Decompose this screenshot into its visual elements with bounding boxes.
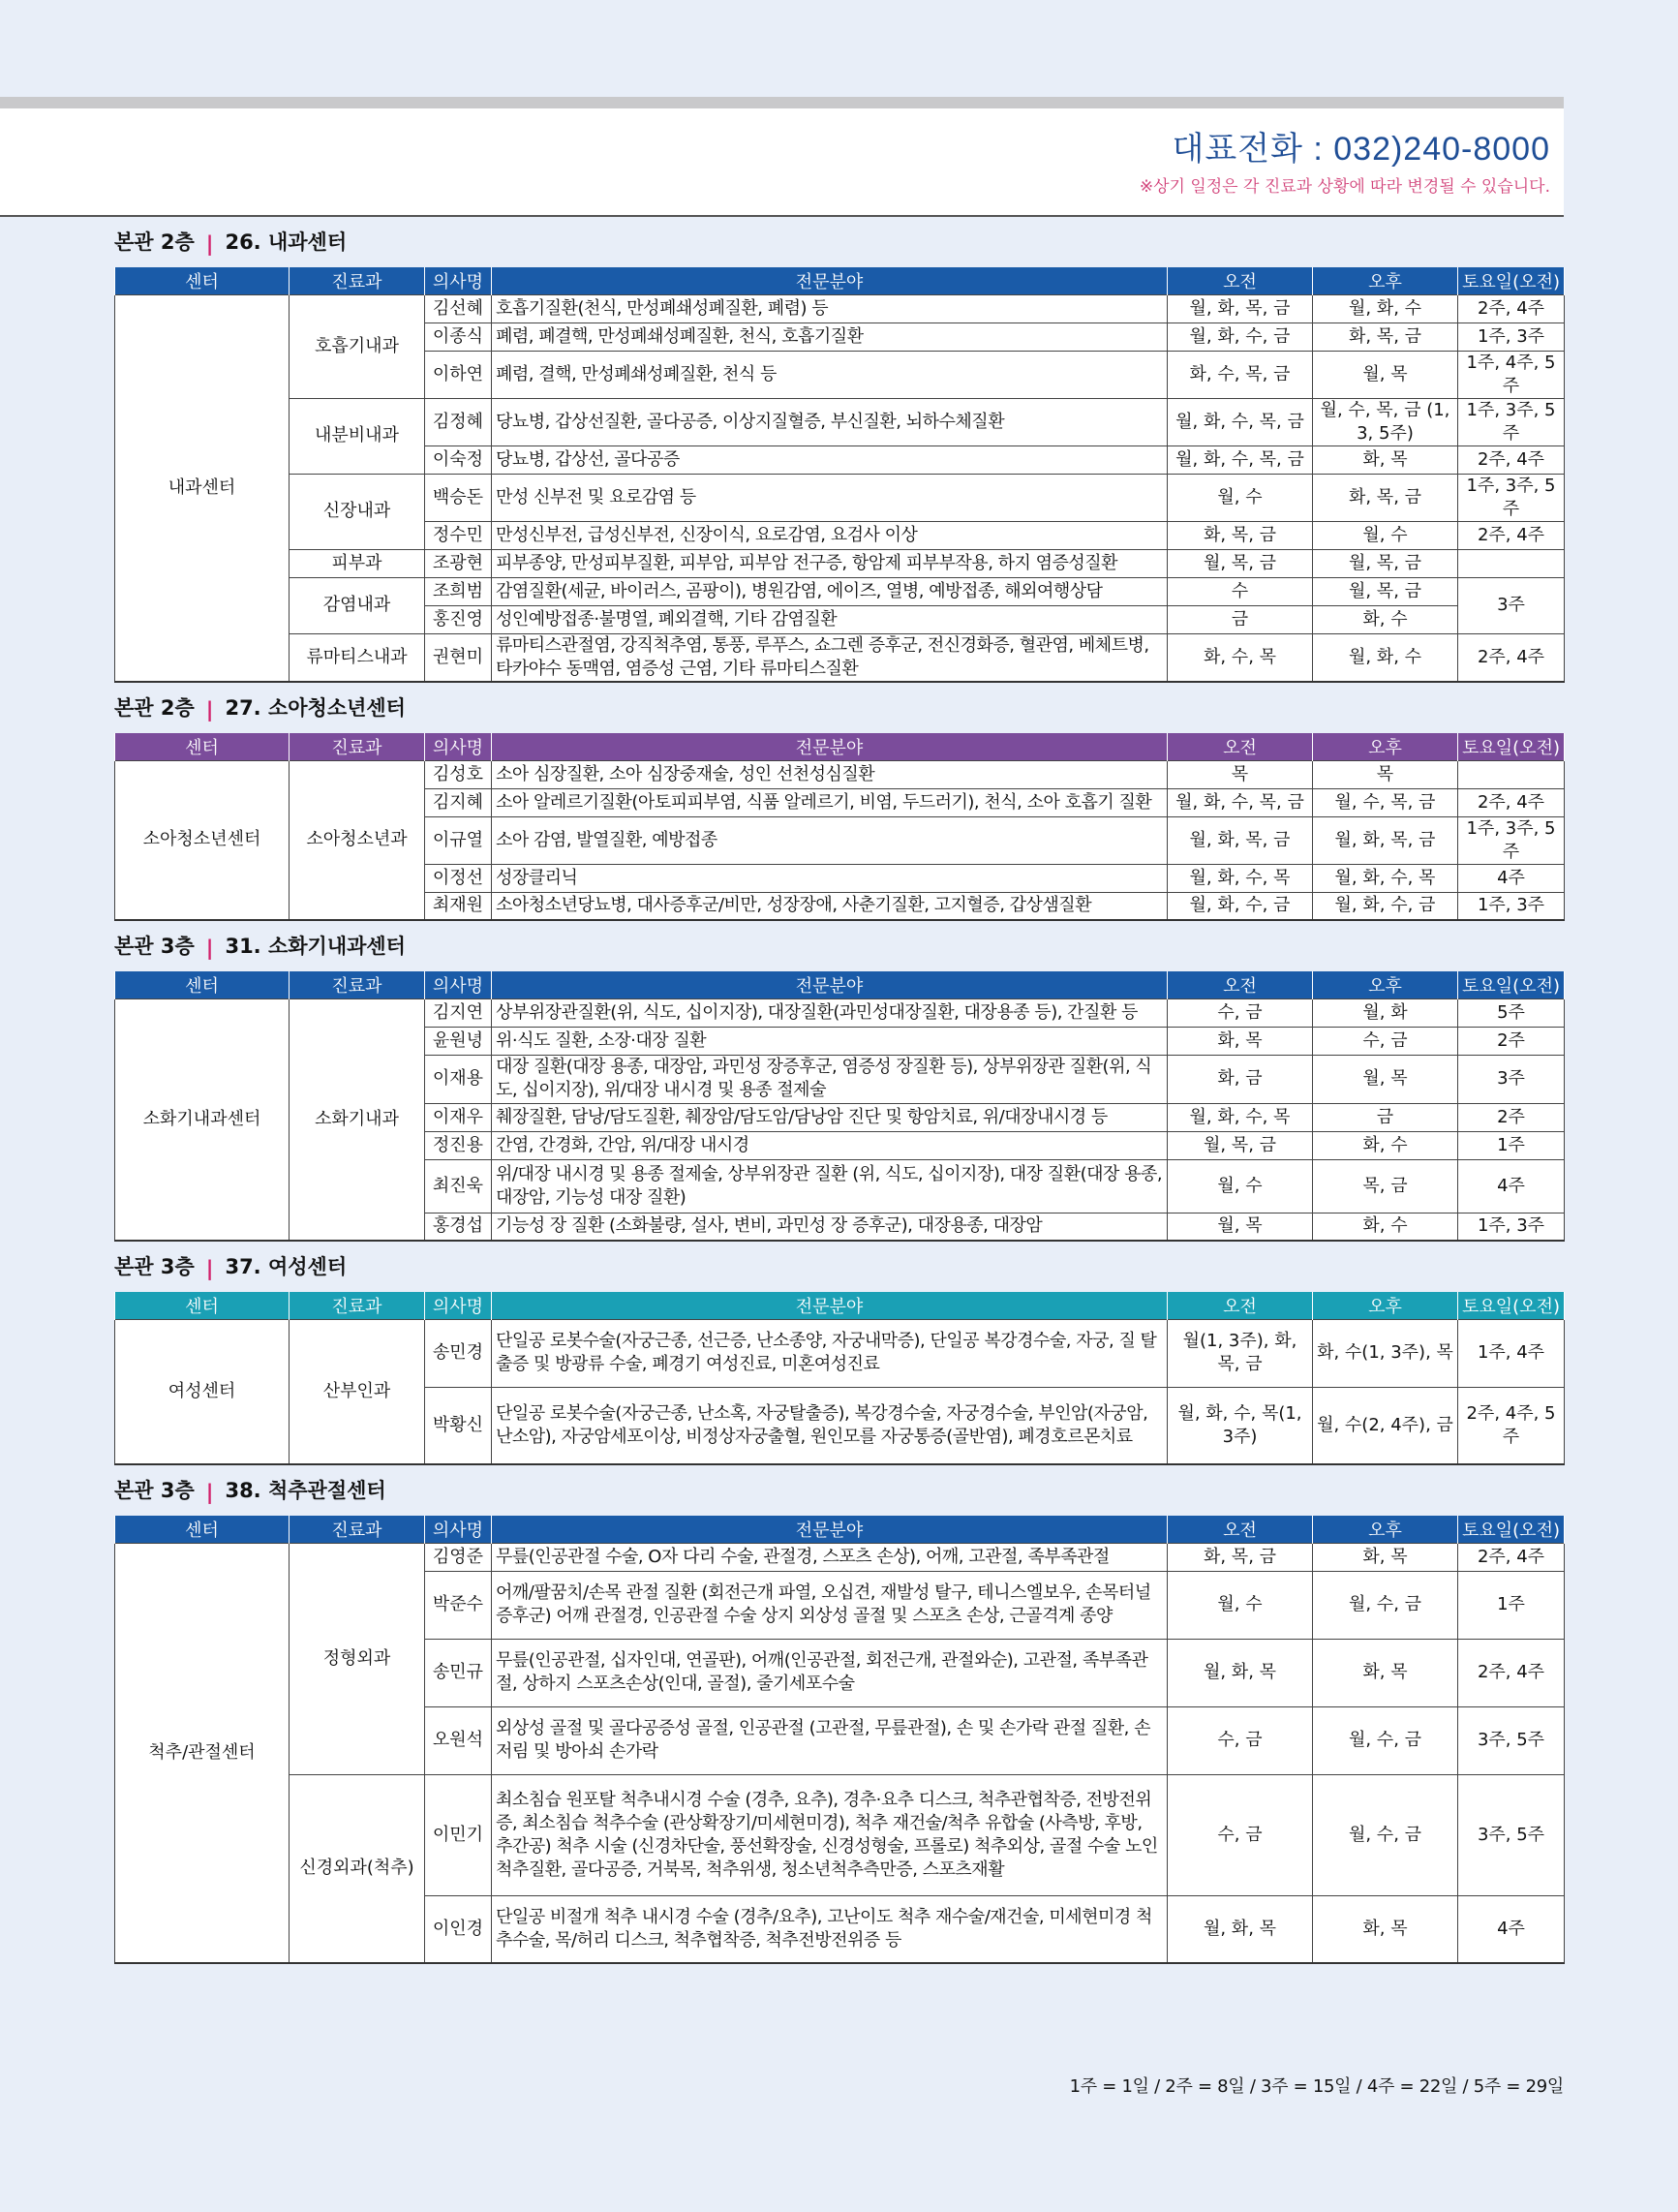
saturday-schedule (1458, 549, 1565, 577)
schedule-table (114, 733, 1565, 921)
morning-schedule: 수, 금 (1168, 1706, 1313, 1774)
saturday-schedule: 1주, 3주, 5주 (1458, 398, 1565, 445)
column-header: 오후 (1313, 971, 1458, 998)
morning-schedule: 월, 화, 목, 금 (1168, 816, 1313, 864)
center-title: 27. 소아청소년센터 (225, 696, 406, 720)
table-row (115, 294, 1565, 323)
saturday-schedule: 5주 (1458, 998, 1565, 1027)
doctor-name: 조광현 (425, 549, 492, 577)
morning-schedule: 수 (1168, 577, 1313, 605)
doctor-name: 이민기 (425, 1774, 492, 1895)
department-cell: 소화기내과 (290, 998, 425, 1241)
saturday-schedule: 1주, 3주 (1458, 1213, 1565, 1241)
column-header: 오전 (1168, 1292, 1313, 1319)
morning-schedule: 화, 수, 목, 금 (1168, 351, 1313, 398)
morning-schedule: 화, 목, 금 (1168, 1543, 1313, 1571)
specialty-cell: 소아청소년당뇨병, 대사증후군/비만, 성장장애, 사춘기질환, 고지혈증, 갑상샘질환 (492, 892, 1168, 920)
afternoon-schedule: 월, 목 (1313, 1055, 1458, 1103)
morning-schedule: 월, 화, 수, 목, 금 (1168, 788, 1313, 816)
saturday-schedule: 1주, 4주 (1458, 1319, 1565, 1387)
column-header: 오후 (1313, 1292, 1458, 1319)
column-header: 센터 (115, 1292, 290, 1319)
column-header: 센터 (115, 733, 290, 760)
header-row (115, 1516, 1565, 1543)
saturday-schedule: 2주, 4주, 5주 (1458, 1387, 1565, 1464)
header-row (115, 971, 1565, 998)
afternoon-schedule: 화, 목, 금 (1313, 474, 1458, 521)
table-row (115, 577, 1565, 605)
specialty-cell: 대장 질환(대장 용종, 대장암, 과민성 장증후군, 염증성 장질환 등), 상부위장관 질환(위, 식도, 십이지장), 위/대장 내시경 및 용종 절제술 (492, 1055, 1168, 1103)
morning-schedule: 월, 화, 수, 목 (1168, 1103, 1313, 1131)
morning-schedule: 월, 화, 수, 금 (1168, 892, 1313, 920)
afternoon-schedule: 월, 수, 금 (1313, 1571, 1458, 1639)
doctor-name: 박준수 (425, 1571, 492, 1639)
column-header: 의사명 (425, 267, 492, 294)
column-header: 센터 (115, 267, 290, 294)
table-row (115, 760, 1565, 788)
afternoon-schedule: 금 (1313, 1103, 1458, 1131)
section-title (114, 921, 1564, 971)
specialty-cell: 어깨/팔꿈치/손목 관절 질환 (회전근개 파열, 오십견, 재발성 탈구, 테니스엘보우, 손목터널증후군) 어깨 관절경, 인공관절 수술 상지 외상성 골절 및 스포츠 손상, 근골격계 종양 (492, 1571, 1168, 1639)
morning-schedule: 월, 목, 금 (1168, 549, 1313, 577)
afternoon-schedule: 월, 화, 수 (1313, 633, 1458, 682)
afternoon-schedule: 목 (1313, 760, 1458, 788)
specialty-cell: 단일공 로봇수술(자궁근종, 난소혹, 자궁탈출증), 복강경수술, 자궁경수술, 부인암(자궁암, 난소암), 자궁암세포이상, 비정상자궁출혈, 원인모를 자궁통증(골반염), 폐경호르몬치료 (492, 1387, 1168, 1464)
saturday-schedule (1458, 760, 1565, 788)
morning-schedule: 월, 화, 수, 목 (1168, 864, 1313, 892)
afternoon-schedule: 화, 목 (1313, 445, 1458, 474)
saturday-schedule: 3주 (1458, 1055, 1565, 1103)
column-header: 오후 (1313, 1516, 1458, 1543)
morning-schedule: 목 (1168, 760, 1313, 788)
week-legend: 1주 = 1일 / 2주 = 8일 / 3주 = 15일 / 4주 = 22일 / 5주 = 29일 (1069, 2076, 1564, 2097)
column-header: 전문분야 (492, 971, 1168, 998)
doctor-name: 이재용 (425, 1055, 492, 1103)
column-header: 전문분야 (492, 1516, 1168, 1543)
morning-schedule: 월, 화, 수, 목, 금 (1168, 398, 1313, 445)
specialty-cell: 위·식도 질환, 소장·대장 질환 (492, 1027, 1168, 1055)
department-cell: 신장내과 (290, 474, 425, 549)
section-title (114, 1242, 1564, 1292)
title-separator: | (205, 698, 214, 722)
floor-label: 본관 3층 (114, 1479, 195, 1502)
afternoon-schedule: 월, 수, 금 (1313, 1706, 1458, 1774)
table-row (115, 474, 1565, 521)
afternoon-schedule: 화, 목, 금 (1313, 323, 1458, 351)
morning-schedule: 수, 금 (1168, 1774, 1313, 1895)
specialty-cell: 최소침습 원포탈 척추내시경 수술 (경추, 요추), 경추·요추 디스크, 척추관협착증, 전방전위증, 최소침습 척추수술 (관상확장기/미세현미경), 척추 재건술/척추 유합술 (사측방, 후방, 추간공) 척추 시술 (신경차단술, 풍선확장술, 신경성형술, 프롤로) 척추외상, 골절 수술 노인척추질환, 골다공증, 거북목, 척추위생, 청소년척추측만증, 스포츠재활 (492, 1774, 1168, 1895)
column-header: 토요일(오전) (1458, 1516, 1565, 1543)
specialty-cell: 단일공 비절개 척추 내시경 수술 (경추/요추), 고난이도 척추 재수술/재건술, 미세현미경 척추수술, 목/허리 디스크, 척추협착증, 척추전방전위증 등 (492, 1895, 1168, 1963)
table-row (115, 1774, 1565, 1895)
doctor-name: 이종식 (425, 323, 492, 351)
specialty-cell: 상부위장관질환(위, 식도, 십이지장), 대장질환(과민성대장질환, 대장용종 등), 간질환 등 (492, 998, 1168, 1027)
specialty-cell: 당뇨병, 갑상선질환, 골다공증, 이상지질혈증, 부신질환, 뇌하수체질환 (492, 398, 1168, 445)
specialty-cell: 감염질환(세균, 바이러스, 곰팡이), 병원감염, 에이즈, 열병, 예방접종, 해외여행상담 (492, 577, 1168, 605)
afternoon-schedule: 월, 수, 목, 금 (1313, 788, 1458, 816)
doctor-name: 최재원 (425, 892, 492, 920)
morning-schedule: 월, 수 (1168, 474, 1313, 521)
doctor-name: 김선혜 (425, 294, 492, 323)
table-row (115, 1319, 1565, 1387)
afternoon-schedule: 화, 수(1, 3주), 목 (1313, 1319, 1458, 1387)
morning-schedule: 월, 수 (1168, 1159, 1313, 1213)
saturday-schedule: 1주 (1458, 1571, 1565, 1639)
column-header: 토요일(오전) (1458, 971, 1565, 998)
afternoon-schedule: 월, 목, 금 (1313, 549, 1458, 577)
column-header: 오후 (1313, 267, 1458, 294)
department-cell: 신경외과(척추) (290, 1774, 425, 1963)
schedule-table (114, 267, 1565, 683)
specialty-cell: 소아 심장질환, 소아 심장중재술, 성인 선천성심질환 (492, 760, 1168, 788)
department-cell: 정형외과 (290, 1543, 425, 1774)
doctor-name: 박황신 (425, 1387, 492, 1464)
floor-label: 본관 2층 (114, 696, 195, 720)
afternoon-schedule: 월, 수(2, 4주), 금 (1313, 1387, 1458, 1464)
doctor-name: 송민규 (425, 1639, 492, 1706)
afternoon-schedule: 월, 화, 수 (1313, 294, 1458, 323)
column-header: 진료과 (290, 1292, 425, 1319)
afternoon-schedule: 월, 수, 금 (1313, 1774, 1458, 1895)
doctor-name: 김성호 (425, 760, 492, 788)
afternoon-schedule: 월, 화, 목, 금 (1313, 816, 1458, 864)
floor-label: 본관 3층 (114, 935, 195, 958)
morning-schedule: 월, 화, 목 (1168, 1895, 1313, 1963)
afternoon-schedule: 월, 화, 수, 목 (1313, 864, 1458, 892)
doctor-name: 이규열 (425, 816, 492, 864)
doctor-name: 송민경 (425, 1319, 492, 1387)
department-cell: 내분비내과 (290, 398, 425, 474)
floor-label: 본관 2층 (114, 230, 195, 254)
column-header: 진료과 (290, 1516, 425, 1543)
doctor-name: 홍진영 (425, 605, 492, 633)
department-cell: 소아청소년과 (290, 760, 425, 920)
afternoon-schedule: 목, 금 (1313, 1159, 1458, 1213)
morning-schedule: 월(1, 3주), 화, 목, 금 (1168, 1319, 1313, 1387)
saturday-schedule: 2주, 4주 (1458, 1543, 1565, 1571)
doctor-name: 김영준 (425, 1543, 492, 1571)
specialty-cell: 폐렴, 폐결핵, 만성폐쇄성폐질환, 천식, 호흡기질환 (492, 323, 1168, 351)
center-cell: 척추/관절센터 (115, 1543, 290, 1963)
afternoon-schedule: 화, 목 (1313, 1639, 1458, 1706)
schedule-notice: ※상기 일정은 각 진료과 상황에 따라 변경될 수 있습니다. (1139, 177, 1550, 197)
morning-schedule: 화, 수, 목 (1168, 633, 1313, 682)
specialty-cell: 외상성 골절 및 골다공증성 골절, 인공관절 (고관절, 무릎관절), 손 및 손가락 관절 질환, 손저림 및 방아쇠 손가락 (492, 1706, 1168, 1774)
title-separator: | (205, 232, 214, 256)
saturday-schedule: 2주, 4주 (1458, 294, 1565, 323)
saturday-schedule: 2주, 4주 (1458, 445, 1565, 474)
title-separator: | (205, 937, 214, 960)
center-cell: 내과센터 (115, 294, 290, 682)
doctor-name: 이인경 (425, 1895, 492, 1963)
specialty-cell: 성장클리닉 (492, 864, 1168, 892)
saturday-schedule: 1주, 3주 (1458, 323, 1565, 351)
center-title: 26. 내과센터 (225, 230, 348, 254)
section-title (114, 1465, 1564, 1516)
morning-schedule: 월, 화, 수, 금 (1168, 323, 1313, 351)
saturday-schedule: 1주, 3주, 5주 (1458, 474, 1565, 521)
morning-schedule: 월, 목, 금 (1168, 1131, 1313, 1159)
doctor-name: 윤원녕 (425, 1027, 492, 1055)
saturday-schedule: 1주, 3주 (1458, 892, 1565, 920)
schedule-table (114, 1516, 1565, 1964)
schedule-content (114, 217, 1564, 1964)
column-header: 전문분야 (492, 1292, 1168, 1319)
morning-schedule: 수, 금 (1168, 998, 1313, 1027)
afternoon-schedule: 월, 수, 목, 금 (1, 3, 5주) (1313, 398, 1458, 445)
specialty-cell: 호흡기질환(천식, 만성폐쇄성폐질환, 폐렴) 등 (492, 294, 1168, 323)
doctor-name: 홍경섭 (425, 1213, 492, 1241)
schedule-table (114, 971, 1565, 1242)
table-row (115, 549, 1565, 577)
specialty-cell: 소아 감염, 발열질환, 예방접종 (492, 816, 1168, 864)
saturday-schedule: 2주, 4주 (1458, 633, 1565, 682)
specialty-cell: 기능성 장 질환 (소화불량, 설사, 변비, 과민성 장 증후군), 대장용종, 대장암 (492, 1213, 1168, 1241)
afternoon-schedule: 월, 목, 금 (1313, 577, 1458, 605)
doctor-name: 오원석 (425, 1706, 492, 1774)
morning-schedule: 화, 목, 금 (1168, 521, 1313, 549)
specialty-cell: 성인예방접종·불명열, 폐외결핵, 기타 감염질환 (492, 605, 1168, 633)
saturday-schedule: 2주 (1458, 1103, 1565, 1131)
specialty-cell: 만성 신부전 및 요로감염 등 (492, 474, 1168, 521)
column-header: 전문분야 (492, 733, 1168, 760)
doctor-name: 최진욱 (425, 1159, 492, 1213)
specialty-cell: 무릎(인공관절, 십자인대, 연골판), 어깨(인공관절, 회전근개, 관절와순), 고관절, 족부족관절, 상하지 스포츠손상(인대, 골절), 줄기세포수술 (492, 1639, 1168, 1706)
column-header: 전문분야 (492, 267, 1168, 294)
morning-schedule: 월, 화, 목 (1168, 1639, 1313, 1706)
title-separator: | (205, 1257, 214, 1280)
section-title (114, 683, 1564, 733)
phone-number: 대표전화 : 032)240-8000 (1172, 131, 1550, 168)
header-row (115, 733, 1565, 760)
morning-schedule: 화, 금 (1168, 1055, 1313, 1103)
column-header: 의사명 (425, 971, 492, 998)
doctor-name: 이정선 (425, 864, 492, 892)
header-row (115, 267, 1565, 294)
department-cell: 감염내과 (290, 577, 425, 633)
morning-schedule: 월, 화, 수, 목(1, 3주) (1168, 1387, 1313, 1464)
doctor-name: 정진용 (425, 1131, 492, 1159)
morning-schedule: 월, 수 (1168, 1571, 1313, 1639)
column-header: 진료과 (290, 971, 425, 998)
center-title: 38. 척추관절센터 (225, 1479, 386, 1502)
doctor-name: 정수민 (425, 521, 492, 549)
column-header: 진료과 (290, 733, 425, 760)
specialty-cell: 폐렴, 결핵, 만성폐쇄성폐질환, 천식 등 (492, 351, 1168, 398)
specialty-cell: 단일공 로봇수술(자궁근종, 선근증, 난소종양, 자궁내막증), 단일공 복강경수술, 자궁, 질 탈출증 및 방광류 수술, 폐경기 여성진료, 미혼여성진료 (492, 1319, 1168, 1387)
saturday-schedule: 2주 (1458, 1027, 1565, 1055)
doctor-name: 이숙정 (425, 445, 492, 474)
center-cell: 소화기내과센터 (115, 998, 290, 1241)
afternoon-schedule: 월, 수 (1313, 521, 1458, 549)
specialty-cell: 무릎(인공관절 수술, O자 다리 수술, 관절경, 스포츠 손상), 어깨, 고관절, 족부족관절 (492, 1543, 1168, 1571)
doctor-name: 김지연 (425, 998, 492, 1027)
doctor-name: 조희범 (425, 577, 492, 605)
column-header: 의사명 (425, 733, 492, 760)
saturday-schedule: 2주, 4주 (1458, 1639, 1565, 1706)
doctor-name: 김지혜 (425, 788, 492, 816)
saturday-schedule: 4주 (1458, 1159, 1565, 1213)
saturday-schedule: 1주 (1458, 1131, 1565, 1159)
center-title: 37. 여성센터 (225, 1255, 348, 1278)
column-header: 센터 (115, 971, 290, 998)
saturday-schedule: 4주 (1458, 864, 1565, 892)
morning-schedule: 월, 화, 목, 금 (1168, 294, 1313, 323)
specialty-cell: 피부종양, 만성피부질환, 피부암, 피부암 전구증, 항암제 피부부작용, 하지 염증성질환 (492, 549, 1168, 577)
afternoon-schedule: 화, 목 (1313, 1543, 1458, 1571)
column-header: 오전 (1168, 733, 1313, 760)
center-cell: 소아청소년센터 (115, 760, 290, 920)
specialty-cell: 만성신부전, 급성신부전, 신장이식, 요로감염, 요검사 이상 (492, 521, 1168, 549)
afternoon-schedule: 월, 화, 수, 금 (1313, 892, 1458, 920)
schedule-table (114, 1292, 1565, 1465)
table-row (115, 633, 1565, 682)
column-header: 의사명 (425, 1292, 492, 1319)
specialty-cell: 위/대장 내시경 및 용종 절제술, 상부위장관 질환 (위, 식도, 십이지장), 대장 질환(대장 용종, 대장암, 기능성 대장 질환) (492, 1159, 1168, 1213)
department-cell: 산부인과 (290, 1319, 425, 1464)
morning-schedule: 화, 목 (1168, 1027, 1313, 1055)
afternoon-schedule: 월, 목 (1313, 351, 1458, 398)
specialty-cell: 췌장질환, 담낭/담도질환, 췌장암/담도암/담낭암 진단 및 항암치료, 위/대장내시경 등 (492, 1103, 1168, 1131)
department-cell: 호흡기내과 (290, 294, 425, 398)
top-bar (0, 97, 1564, 108)
morning-schedule: 금 (1168, 605, 1313, 633)
header-row (115, 1292, 1565, 1319)
saturday-schedule: 1주, 3주, 5주 (1458, 816, 1565, 864)
afternoon-schedule: 수, 금 (1313, 1027, 1458, 1055)
saturday-schedule: 2주, 4주 (1458, 788, 1565, 816)
column-header: 의사명 (425, 1516, 492, 1543)
specialty-cell: 간염, 간경화, 간암, 위/대장 내시경 (492, 1131, 1168, 1159)
afternoon-schedule: 월, 화 (1313, 998, 1458, 1027)
column-header: 토요일(오전) (1458, 267, 1565, 294)
table-row (115, 998, 1565, 1027)
column-header: 오전 (1168, 971, 1313, 998)
afternoon-schedule: 화, 수 (1313, 1213, 1458, 1241)
department-cell: 피부과 (290, 549, 425, 577)
morning-schedule: 월, 목 (1168, 1213, 1313, 1241)
doctor-name: 권현미 (425, 633, 492, 682)
saturday-schedule: 3주, 5주 (1458, 1706, 1565, 1774)
doctor-name: 이재우 (425, 1103, 492, 1131)
page-header (0, 108, 1564, 217)
specialty-cell: 소아 알레르기질환(아토피피부염, 식품 알레르기, 비염, 두드러기), 천식, 소아 호흡기 질환 (492, 788, 1168, 816)
column-header: 센터 (115, 1516, 290, 1543)
doctor-name: 이하연 (425, 351, 492, 398)
table-row (115, 1543, 1565, 1571)
floor-label: 본관 3층 (114, 1255, 195, 1278)
doctor-name: 백승돈 (425, 474, 492, 521)
saturday-schedule: 4주 (1458, 1895, 1565, 1963)
column-header: 오전 (1168, 1516, 1313, 1543)
column-header: 진료과 (290, 267, 425, 294)
center-cell: 여성센터 (115, 1319, 290, 1464)
column-header: 오전 (1168, 267, 1313, 294)
saturday-schedule: 3주 (1458, 577, 1565, 633)
specialty-cell: 류마티스관절염, 강직척추염, 통풍, 루푸스, 쇼그렌 증후군, 전신경화증, 혈관염, 베체트병, 타카야수 동맥염, 염증성 근염, 기타 류마티스질환 (492, 633, 1168, 682)
saturday-schedule: 2주, 4주 (1458, 521, 1565, 549)
column-header: 오후 (1313, 733, 1458, 760)
center-title: 31. 소화기내과센터 (225, 935, 406, 958)
department-cell: 류마티스내과 (290, 633, 425, 682)
afternoon-schedule: 화, 수 (1313, 1131, 1458, 1159)
section-title (114, 217, 1564, 267)
morning-schedule: 월, 화, 수, 목, 금 (1168, 445, 1313, 474)
saturday-schedule: 1주, 4주, 5주 (1458, 351, 1565, 398)
column-header: 토요일(오전) (1458, 733, 1565, 760)
title-separator: | (205, 1481, 214, 1504)
table-row (115, 398, 1565, 445)
afternoon-schedule: 화, 수 (1313, 605, 1458, 633)
saturday-schedule: 3주, 5주 (1458, 1774, 1565, 1895)
afternoon-schedule: 화, 목 (1313, 1895, 1458, 1963)
doctor-name: 김정혜 (425, 398, 492, 445)
column-header: 토요일(오전) (1458, 1292, 1565, 1319)
specialty-cell: 당뇨병, 갑상선, 골다공증 (492, 445, 1168, 474)
